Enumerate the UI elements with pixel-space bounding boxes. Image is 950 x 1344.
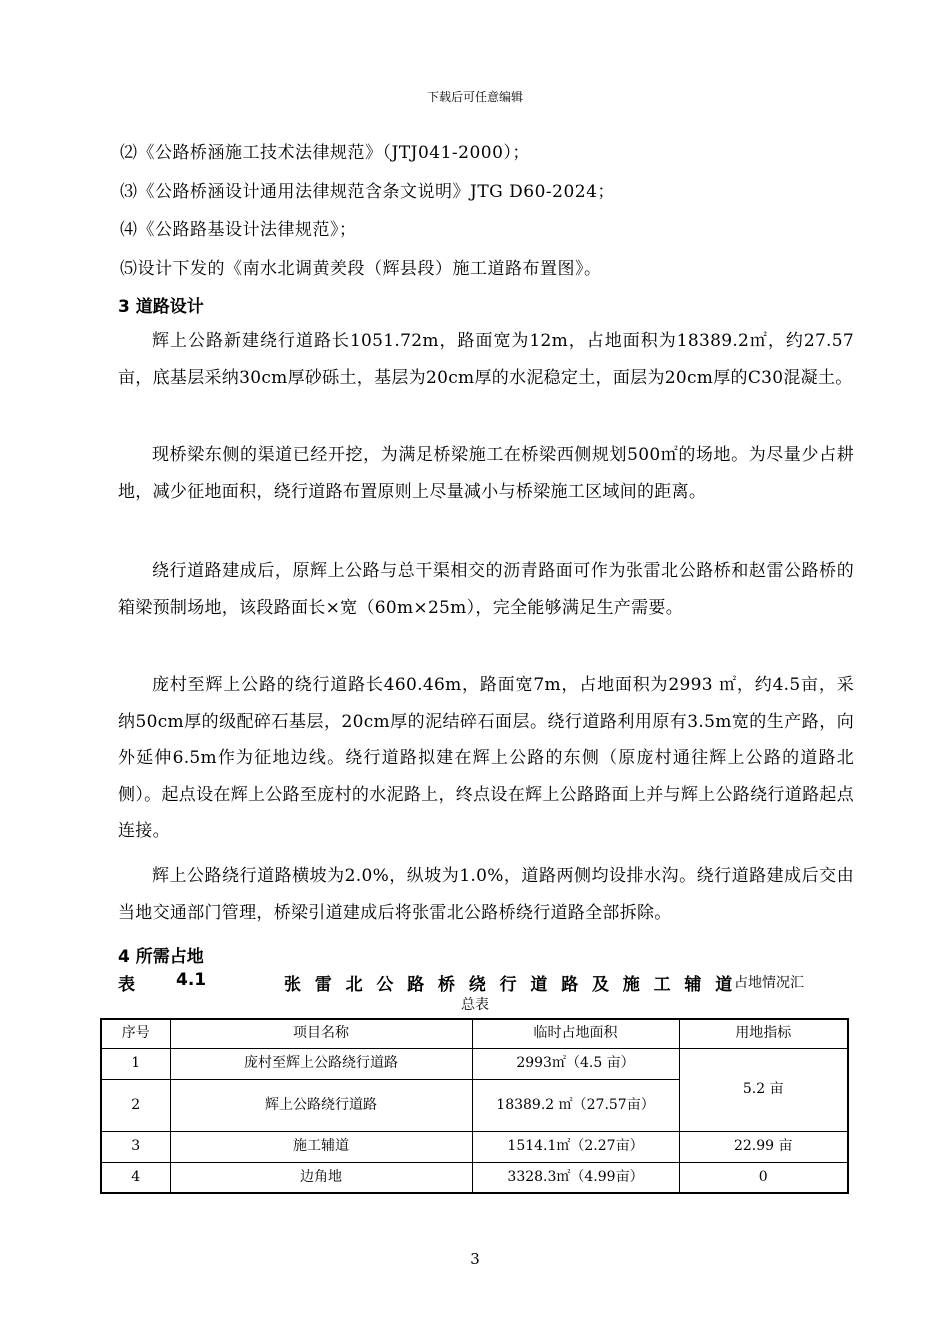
table-caption-continued: 总表 (461, 997, 489, 1013)
caption-label: 表 (118, 975, 135, 995)
reference-item: ⑵《公路桥涵施工技术法律规范》（JTJ041-2000）； (120, 143, 530, 163)
reference-item: ⑷《公路路基设计法律规范》； (120, 220, 357, 240)
body-paragraph: 辉上公路绕行道路横坡为2.0%，纵坡为1.0%，道路两侧均设排水沟。绕行道路建成后交由当地交通部门管理，桥梁引道建成后将张雷北公路桥绕行道路全部拆除。 (118, 866, 854, 923)
caption-title: 张雷北公路桥绕行道路及施工辅道 (284, 975, 746, 995)
table-cell: 庞村至辉上公路绕行道路 (170, 1048, 472, 1079)
table-cell: 边角地 (170, 1162, 472, 1193)
body-paragraph: 庞村至辉上公路的绕行道路长460.46m，路面宽7m，占地面积为2993 ㎡，约4.5亩，采纳50cm厚的级配碎石基层，20cm厚的泥结碎石面层。绕行道路利用原有3.5m宽的生产路，向外延伸6.5m作为征地边线。绕行道路拟建在辉上公路的东侧（原庞村通往辉上公路的道路北侧）。起点设在辉上公路至庞村的水泥路上，终点设在辉上公路路面上并与辉上公路绕行道路起点连接。 (118, 675, 854, 841)
body-paragraph: 辉上公路新建绕行道路长1051.72m，路面宽为12m，占地面积为18389.2㎡，约27.57亩，底基层采纳30cm厚砂砾土，基层为20cm厚的水泥稳定土，面层为20cm厚的C30混凝土。 (118, 331, 854, 388)
table-header-cell: 用地指标 (679, 1019, 848, 1048)
table-cell: 0 (679, 1162, 848, 1193)
table-row (101, 1048, 848, 1079)
table-header-cell: 临时占地面积 (472, 1019, 679, 1048)
page-header: 下载后可任意编辑 (426, 90, 523, 104)
table-cell: 辉上公路绕行道路 (170, 1079, 472, 1131)
table-row (101, 1131, 848, 1162)
table-cell-merged: 5.2 亩 (679, 1048, 848, 1131)
table-header-row (101, 1019, 848, 1048)
caption-tail: 占地情况汇 (734, 975, 804, 991)
section-heading: 3 道路设计 (118, 297, 204, 317)
table-cell: 2993㎡（4.5 亩） (472, 1048, 679, 1079)
body-paragraph: 绕行道路建成后，原辉上公路与总干渠相交的沥青路面可作为张雷北公路桥和赵雷公路桥的箱梁预制场地，该段路面长×宽（60m×25m），完全能够满足生产需要。 (118, 561, 854, 618)
table-cell: 4 (101, 1162, 170, 1193)
body-paragraph: 现桥梁东侧的渠道已经开挖，为满足桥梁施工在桥梁西侧规划500㎡的场地。为尽量少占耕地，减少征地面积，绕行道路布置原则上尽量减小与桥梁施工区域间的距离。 (118, 445, 854, 502)
table-cell: 1514.1㎡（2.27亩） (472, 1131, 679, 1162)
table-cell: 2 (101, 1079, 170, 1131)
table-cell: 3 (101, 1131, 170, 1162)
reference-item: ⑸设计下发的《南水北调黄羑段（辉县段）施工道路布置图》。 (120, 259, 602, 279)
table-cell: 1 (101, 1048, 170, 1079)
table-cell: 18389.2 ㎡（27.57亩） (472, 1079, 679, 1131)
reference-item: ⑶《公路桥涵设计通用法律规范含条文说明》JTG D60-2024； (120, 182, 615, 202)
table-cell: 3328.3㎡（4.99亩） (472, 1162, 679, 1193)
caption-number: 4.1 (176, 970, 207, 990)
table-header-cell: 序号 (101, 1019, 170, 1048)
table-cell: 22.99 亩 (679, 1131, 848, 1162)
land-use-table (100, 1018, 849, 1194)
section-heading: 4 所需占地 (118, 947, 204, 967)
page-number: 3 (470, 1250, 480, 1268)
table-row (101, 1162, 848, 1193)
table-cell: 施工辅道 (170, 1131, 472, 1162)
table-header-cell: 项目名称 (170, 1019, 472, 1048)
